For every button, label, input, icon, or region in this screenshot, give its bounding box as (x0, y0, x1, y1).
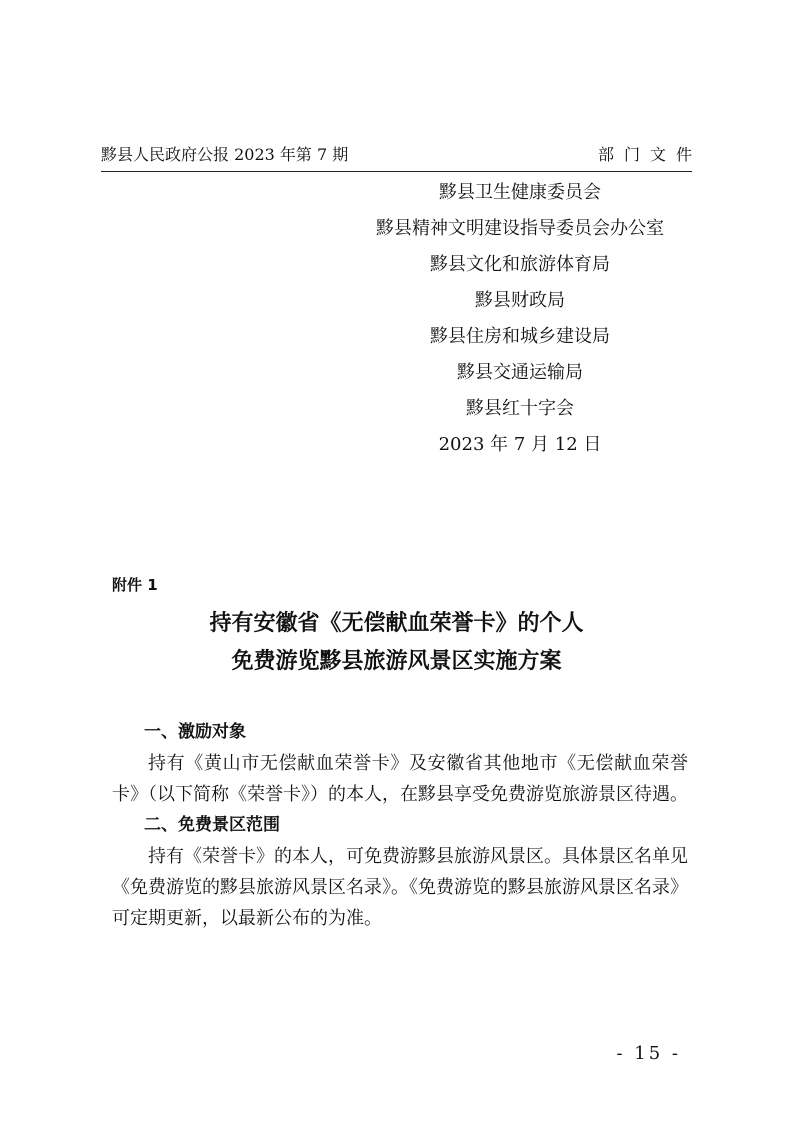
signatory-line: 黟县卫生健康委员会 (439, 182, 601, 203)
signatory-line: 黟县精神文明建设指导委员会办公室 (376, 218, 664, 239)
section-paragraph: 持有《黄山市无偿献血荣誉卡》及安徽省其他地市《无偿献血荣誉卡》（以下简称《荣誉卡》）的本人，在黟县享受免费游览旅游景区待遇。 (112, 753, 688, 805)
title-line-2: 免费游览黟县旅游风景区实施方案 (231, 649, 562, 674)
page-header (101, 142, 702, 172)
signatory-line: 黟县住房和城乡建设局 (430, 326, 610, 347)
section-paragraph: 持有《荣誉卡》的本人，可免费游黟县旅游风景区。具体景区名单见《免费游览的黟县旅游风景区名录》。《免费游览的黟县旅游风景区名录》可定期更新，以最新公布的为准。 (112, 846, 688, 929)
signatory-line: 黟县财政局 (475, 290, 565, 311)
signatory-line: 黟县交通运输局 (457, 362, 583, 383)
attachment-title (101, 605, 692, 681)
signatory-line: 黟县文化和旅游体育局 (430, 254, 610, 275)
section-heading: 二、免费景区范围 (144, 815, 280, 835)
document-body (112, 717, 688, 934)
title-line-1: 持有安徽省《无偿献血荣誉卡》的个人 (209, 611, 584, 636)
attachment-label: 附件 1 (112, 576, 158, 594)
section-label: 部门文件 (597, 145, 702, 164)
page-number: - 15 - (616, 1043, 681, 1064)
publication-title: 黟县人民政府公报 2023 年第 7 期 (101, 145, 349, 164)
section-heading: 一、激励对象 (144, 722, 246, 742)
signatory-block (360, 175, 680, 463)
issue-date: 2023 年 7 月 12 日 (438, 434, 602, 455)
signatory-line: 黟县红十字会 (466, 398, 574, 419)
